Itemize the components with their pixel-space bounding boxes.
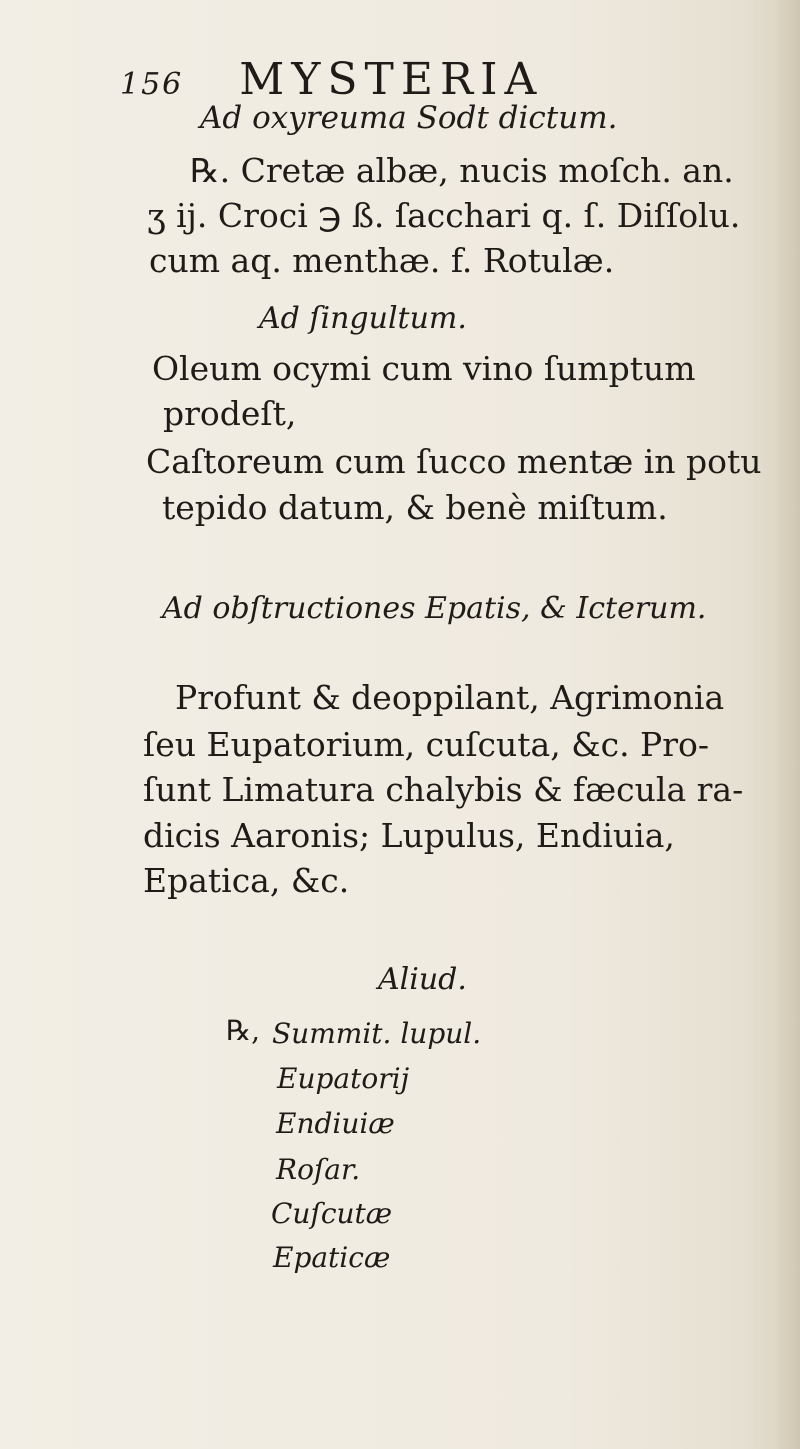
text-line: tepido datum, & benè miſtum. [162, 488, 668, 527]
recipe-item: Epaticæ [273, 1241, 391, 1274]
recipe-item: Endiuiæ [276, 1107, 395, 1140]
text-line: Profunt & deoppilant, Agrimonia [175, 678, 725, 717]
text-line: dicis Aaronis; Lupulus, Endiuia, [143, 816, 675, 855]
section-heading-aliud: Aliud. [378, 962, 467, 997]
recipe-item: Summit. lupul. [272, 1017, 482, 1050]
section-heading-singultum: Ad ſingultum. [259, 301, 467, 336]
recipe-item: Roſar. [276, 1153, 361, 1186]
text-line: ſeu Eupatorium, cuſcuta, &c. Pro- [143, 725, 710, 764]
text-line: ℞. Cretæ albæ, nucis moſch. an. [190, 151, 734, 190]
text-line: ʒ ij. Croci ℈ ß. ſacchari q. ſ. Diſſolu. [147, 196, 741, 235]
text-line: ſunt Limatura chalybis & fæcula ra- [143, 770, 744, 809]
text-line: Epatica, &c. [143, 861, 350, 900]
running-head-title: MYSTERIA [239, 54, 544, 105]
page-edge [778, 0, 800, 1449]
recipe-item: Eupatorij [277, 1062, 410, 1095]
text-line: cum aq. menthæ. f. Rotulæ. [149, 241, 615, 280]
recipe-symbol: ℞, [226, 1014, 261, 1047]
recipe-item: Cuſcutæ [271, 1197, 393, 1230]
page-number: 156 [120, 67, 184, 102]
running-header [120, 54, 544, 105]
section-heading-obstructiones: Ad obſtructiones Epatis, & Icterum. [162, 591, 707, 626]
text-line: Oleum ocymi cum vino ſumptum [152, 349, 696, 388]
text-line: prodeſt, [163, 394, 297, 433]
section-heading-oxyreuma: Ad oxyreuma Sodt dictum. [200, 100, 618, 136]
text-line: Caſtoreum cum ſucco mentæ in potu [146, 442, 762, 481]
